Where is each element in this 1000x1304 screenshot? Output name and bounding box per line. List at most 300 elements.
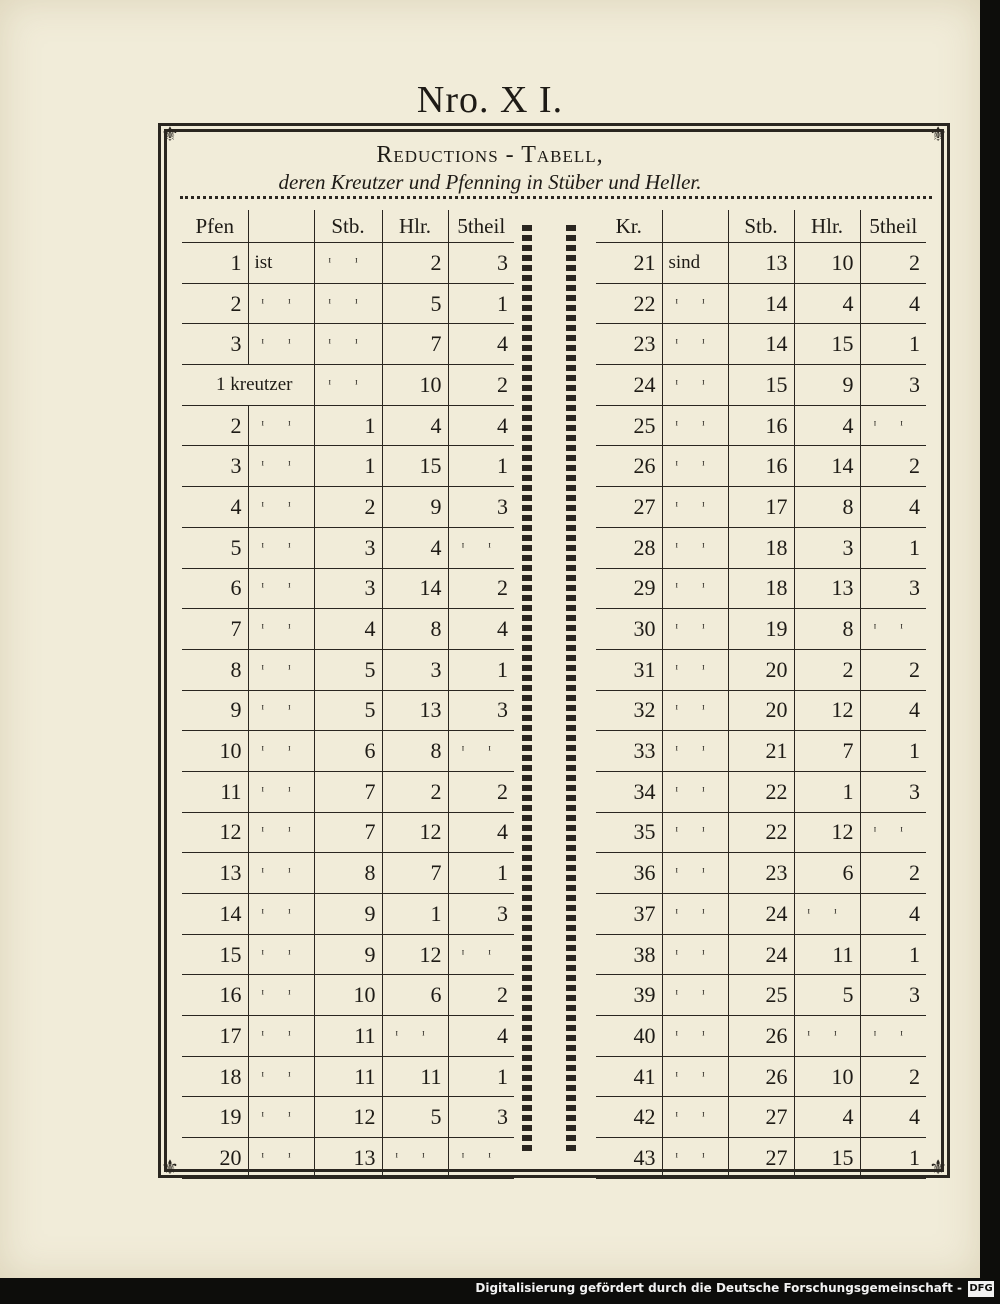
- ditto-mark: ᶦ ᶦ: [662, 853, 728, 894]
- table-cell: 4: [448, 1016, 514, 1057]
- table-cell: 4: [182, 487, 248, 528]
- table-cell: 4: [794, 1097, 860, 1138]
- table-cell: 37: [596, 894, 662, 935]
- table-row: [182, 527, 514, 568]
- table-cell: 11: [794, 934, 860, 975]
- table-cell: 4: [448, 324, 514, 365]
- table-cell: 1: [860, 1138, 926, 1179]
- table-header-row: [596, 210, 926, 243]
- table-cell: 8: [794, 487, 860, 528]
- table-row: [182, 365, 514, 406]
- table-cell: 43: [596, 1138, 662, 1179]
- table-cell: 1 kreutzer: [182, 365, 314, 406]
- table-row: [182, 1056, 514, 1097]
- ditto-mark: ᶦ ᶦ: [248, 527, 314, 568]
- table-cell: 7: [382, 324, 448, 365]
- table-cell: 38: [596, 934, 662, 975]
- table-row: [182, 771, 514, 812]
- table-cell: 7: [182, 609, 248, 650]
- table-row: [596, 1138, 926, 1179]
- table-cell: 2: [860, 853, 926, 894]
- ditto-mark: ᶦ ᶦ: [248, 324, 314, 365]
- table-cell: 24: [596, 365, 662, 406]
- table-cell: 6: [182, 568, 248, 609]
- table-cell: 6: [794, 853, 860, 894]
- table-cell: 3: [448, 894, 514, 935]
- table-cell: 3: [860, 975, 926, 1016]
- table-cell: 8: [794, 609, 860, 650]
- ditto-mark: ᶦ ᶦ: [248, 975, 314, 1016]
- ditto-mark: ᶦ ᶦ: [662, 731, 728, 772]
- table-row: [596, 609, 926, 650]
- table-cell: 2: [182, 283, 248, 324]
- table-cell: 3: [448, 1097, 514, 1138]
- table-cell: 10: [314, 975, 382, 1016]
- table-cell: 4: [448, 405, 514, 446]
- table-cell: 3: [314, 527, 382, 568]
- table-cell: 28: [596, 527, 662, 568]
- table-cell: 13: [182, 853, 248, 894]
- table-cell: 39: [596, 975, 662, 1016]
- table-row: [596, 975, 926, 1016]
- table-cell: 3: [314, 568, 382, 609]
- table-cell: 34: [596, 771, 662, 812]
- table-cell: 26: [728, 1056, 794, 1097]
- table-cell: 20: [728, 690, 794, 731]
- table-cell: ist: [248, 243, 314, 284]
- table-row: [182, 446, 514, 487]
- ditto-mark: ᶦ ᶦ: [248, 649, 314, 690]
- ditto-mark: ᶦ ᶦ: [448, 731, 514, 772]
- table-cell: 2: [182, 405, 248, 446]
- table-row: [182, 243, 514, 284]
- ditto-mark: ᶦ ᶦ: [382, 1016, 448, 1057]
- ditto-mark: ᶦ ᶦ: [314, 243, 382, 284]
- table-cell: 11: [314, 1016, 382, 1057]
- table-cell: 2: [448, 771, 514, 812]
- ditto-mark: ᶦ ᶦ: [662, 894, 728, 935]
- table-cell: 4: [860, 1097, 926, 1138]
- table-cell: 14: [182, 894, 248, 935]
- table-cell: 4: [448, 812, 514, 853]
- table-row: [596, 894, 926, 935]
- table-cell: 8: [182, 649, 248, 690]
- ditto-mark: ᶦ ᶦ: [662, 365, 728, 406]
- table-cell: 13: [728, 243, 794, 284]
- table-cell: 5: [382, 1097, 448, 1138]
- column-header: 5theil: [448, 210, 514, 243]
- ditto-mark: ᶦ ᶦ: [794, 1016, 860, 1057]
- table-cell: 12: [794, 812, 860, 853]
- ornamental-rule: [180, 196, 932, 199]
- ditto-mark: ᶦ ᶦ: [248, 934, 314, 975]
- table-cell: 32: [596, 690, 662, 731]
- table-row: [596, 324, 926, 365]
- table-row: [182, 568, 514, 609]
- table-cell: 1: [382, 894, 448, 935]
- table-cell: 42: [596, 1097, 662, 1138]
- ditto-mark: ᶦ ᶦ: [248, 1056, 314, 1097]
- table-cell: 15: [794, 1138, 860, 1179]
- table-row: [182, 1138, 514, 1179]
- table-cell: 19: [728, 609, 794, 650]
- table-cell: 5: [382, 283, 448, 324]
- table-cell: 5: [314, 690, 382, 731]
- table-cell: 15: [728, 365, 794, 406]
- table-row: [182, 934, 514, 975]
- ornament-bar-right: [566, 225, 576, 1153]
- table-row: [596, 568, 926, 609]
- table-row: [182, 975, 514, 1016]
- table-cell: 6: [382, 975, 448, 1016]
- table-cell: 15: [794, 324, 860, 365]
- table-cell: 8: [314, 853, 382, 894]
- table-row: [182, 731, 514, 772]
- ditto-mark: ᶦ ᶦ: [248, 853, 314, 894]
- table-cell: 12: [314, 1097, 382, 1138]
- table-cell: 6: [314, 731, 382, 772]
- table-cell: 7: [794, 731, 860, 772]
- table-row: [596, 487, 926, 528]
- table-cell: 4: [860, 283, 926, 324]
- ditto-mark: ᶦ ᶦ: [662, 446, 728, 487]
- ditto-mark: ᶦ ᶦ: [248, 283, 314, 324]
- table-cell: 36: [596, 853, 662, 894]
- ditto-mark: ᶦ ᶦ: [314, 283, 382, 324]
- table-cell: 26: [596, 446, 662, 487]
- table-cell: 1: [448, 283, 514, 324]
- table-cell: 15: [182, 934, 248, 975]
- dfg-logo: DFG: [968, 1281, 994, 1297]
- table-cell: 3: [182, 324, 248, 365]
- ditto-mark: ᶦ ᶦ: [248, 812, 314, 853]
- table-row: [596, 446, 926, 487]
- table-row: [182, 609, 514, 650]
- table-cell: 3: [860, 771, 926, 812]
- table-cell: 2: [794, 649, 860, 690]
- ditto-mark: ᶦ ᶦ: [314, 365, 382, 406]
- table-cell: 27: [596, 487, 662, 528]
- table-cell: 3: [860, 365, 926, 406]
- table-cell: 22: [728, 812, 794, 853]
- table-row: [596, 365, 926, 406]
- table-cell: 4: [382, 527, 448, 568]
- ditto-mark: ᶦ ᶦ: [662, 1138, 728, 1179]
- table-cell: 22: [596, 283, 662, 324]
- table-row: [596, 405, 926, 446]
- ditto-mark: ᶦ ᶦ: [248, 609, 314, 650]
- corner-ornament-icon: ⚜: [929, 122, 947, 146]
- table-cell: 2: [448, 975, 514, 1016]
- ornament-bar-left: [522, 225, 532, 1153]
- table-cell: 40: [596, 1016, 662, 1057]
- table-cell: 13: [794, 568, 860, 609]
- column-header: [248, 210, 314, 243]
- table-row: [596, 1056, 926, 1097]
- table-cell: 14: [794, 446, 860, 487]
- table-cell: 13: [382, 690, 448, 731]
- table-row: [596, 283, 926, 324]
- table-cell: 3: [860, 568, 926, 609]
- ditto-mark: ᶦ ᶦ: [248, 731, 314, 772]
- corner-ornament-icon: ⚜: [161, 1155, 179, 1179]
- column-header: Hlr.: [794, 210, 860, 243]
- table-cell: 1: [182, 243, 248, 284]
- column-header: 5theil: [860, 210, 926, 243]
- table-cell: 20: [182, 1138, 248, 1179]
- column-header: Hlr.: [382, 210, 448, 243]
- ditto-mark: ᶦ ᶦ: [662, 649, 728, 690]
- table-cell: 3: [182, 446, 248, 487]
- ditto-mark: ᶦ ᶦ: [248, 1016, 314, 1057]
- table-cell: 12: [382, 812, 448, 853]
- ditto-mark: ᶦ ᶦ: [860, 1016, 926, 1057]
- ditto-mark: ᶦ ᶦ: [248, 446, 314, 487]
- table-row: [596, 1097, 926, 1138]
- table-cell: 10: [382, 365, 448, 406]
- page-number-heading: Nro. X I.: [416, 79, 564, 121]
- table-cell: 20: [728, 649, 794, 690]
- table-cell: 41: [596, 1056, 662, 1097]
- table-cell: 11: [314, 1056, 382, 1097]
- table-cell: 4: [860, 487, 926, 528]
- right-reduction-table: [596, 210, 926, 1179]
- ditto-mark: ᶦ ᶦ: [382, 1138, 448, 1179]
- ditto-mark: ᶦ ᶦ: [248, 1097, 314, 1138]
- ditto-mark: ᶦ ᶦ: [860, 405, 926, 446]
- ditto-mark: ᶦ ᶦ: [248, 894, 314, 935]
- table-cell: 7: [314, 812, 382, 853]
- table-cell: 2: [860, 243, 926, 284]
- table-cell: sind: [662, 243, 728, 284]
- table-cell: 33: [596, 731, 662, 772]
- ditto-mark: ᶦ ᶦ: [248, 568, 314, 609]
- table-cell: 30: [596, 609, 662, 650]
- table-cell: 4: [794, 283, 860, 324]
- table-cell: 4: [448, 609, 514, 650]
- table-cell: 8: [382, 609, 448, 650]
- corner-ornament-icon: ⚜: [929, 1155, 947, 1179]
- table-cell: 2: [860, 446, 926, 487]
- table-cell: 3: [382, 649, 448, 690]
- table-row: [182, 690, 514, 731]
- table-cell: 14: [382, 568, 448, 609]
- ditto-mark: ᶦ ᶦ: [662, 324, 728, 365]
- table-cell: 23: [596, 324, 662, 365]
- table-cell: 14: [728, 283, 794, 324]
- ditto-mark: ᶦ ᶦ: [794, 894, 860, 935]
- table-cell: 5: [794, 975, 860, 1016]
- left-reduction-table: [182, 210, 514, 1179]
- table-row: [182, 405, 514, 446]
- table-cell: 27: [728, 1138, 794, 1179]
- ditto-mark: ᶦ ᶦ: [448, 527, 514, 568]
- table-cell: 1: [860, 527, 926, 568]
- table-row: [182, 649, 514, 690]
- table-cell: 2: [860, 1056, 926, 1097]
- ditto-mark: ᶦ ᶦ: [662, 1056, 728, 1097]
- ditto-mark: ᶦ ᶦ: [662, 690, 728, 731]
- table-row: [182, 487, 514, 528]
- table-cell: 4: [314, 609, 382, 650]
- ditto-mark: ᶦ ᶦ: [662, 487, 728, 528]
- table-row: [182, 1097, 514, 1138]
- table-cell: 23: [728, 853, 794, 894]
- table-cell: 9: [382, 487, 448, 528]
- table-row: [596, 853, 926, 894]
- table-row: [596, 731, 926, 772]
- table-cell: 24: [728, 894, 794, 935]
- table-cell: 15: [382, 446, 448, 487]
- ditto-mark: ᶦ ᶦ: [662, 1097, 728, 1138]
- table-cell: 3: [448, 243, 514, 284]
- table-row: [596, 934, 926, 975]
- table-cell: 2: [860, 649, 926, 690]
- table-cell: 3: [448, 487, 514, 528]
- ditto-mark: ᶦ ᶦ: [248, 487, 314, 528]
- ditto-mark: ᶦ ᶦ: [662, 568, 728, 609]
- ditto-mark: ᶦ ᶦ: [248, 405, 314, 446]
- table-cell: 1: [860, 934, 926, 975]
- table-cell: 17: [728, 487, 794, 528]
- table-cell: 1: [314, 446, 382, 487]
- ditto-mark: ᶦ ᶦ: [860, 609, 926, 650]
- ditto-mark: ᶦ ᶦ: [662, 405, 728, 446]
- column-header: Kr.: [596, 210, 662, 243]
- table-cell: 1: [448, 446, 514, 487]
- table-row: [182, 853, 514, 894]
- table-cell: 1: [860, 731, 926, 772]
- column-header: Stb.: [728, 210, 794, 243]
- table-cell: 18: [182, 1056, 248, 1097]
- table-cell: 9: [182, 690, 248, 731]
- table-cell: 12: [182, 812, 248, 853]
- corner-ornament-icon: ⚜: [161, 122, 179, 146]
- table-cell: 1: [448, 853, 514, 894]
- ditto-mark: ᶦ ᶦ: [662, 934, 728, 975]
- table-cell: 12: [382, 934, 448, 975]
- table-cell: 22: [728, 771, 794, 812]
- table-cell: 2: [314, 487, 382, 528]
- table-cell: 25: [596, 405, 662, 446]
- table-cell: 35: [596, 812, 662, 853]
- ditto-mark: ᶦ ᶦ: [248, 690, 314, 731]
- table-cell: 18: [728, 568, 794, 609]
- ditto-mark: ᶦ ᶦ: [448, 1138, 514, 1179]
- column-header: Pfen: [182, 210, 248, 243]
- table-cell: 4: [382, 405, 448, 446]
- column-header: Stb.: [314, 210, 382, 243]
- table-cell: 16: [728, 446, 794, 487]
- table-cell: 17: [182, 1016, 248, 1057]
- ditto-mark: ᶦ ᶦ: [248, 1138, 314, 1179]
- center-ornament-divider: [518, 225, 580, 1153]
- table-cell: 16: [728, 405, 794, 446]
- table-cell: 5: [314, 649, 382, 690]
- table-cell: 9: [794, 365, 860, 406]
- ditto-mark: ᶦ ᶦ: [860, 812, 926, 853]
- table-cell: 24: [728, 934, 794, 975]
- ditto-mark: ᶦ ᶦ: [662, 812, 728, 853]
- table-cell: 3: [448, 690, 514, 731]
- table-cell: 9: [314, 894, 382, 935]
- table-cell: 19: [182, 1097, 248, 1138]
- table-cell: 3: [794, 527, 860, 568]
- table-cell: 4: [860, 690, 926, 731]
- table-cell: 16: [182, 975, 248, 1016]
- table-cell: 12: [794, 690, 860, 731]
- table-cell: 7: [382, 853, 448, 894]
- table-row: [596, 1016, 926, 1057]
- table-row: [182, 324, 514, 365]
- table-cell: 1: [448, 649, 514, 690]
- table-row: [596, 243, 926, 284]
- ditto-mark: ᶦ ᶦ: [662, 1016, 728, 1057]
- ditto-mark: ᶦ ᶦ: [448, 934, 514, 975]
- ditto-mark: ᶦ ᶦ: [662, 975, 728, 1016]
- table-cell: 11: [182, 771, 248, 812]
- ditto-mark: ᶦ ᶦ: [314, 324, 382, 365]
- table-cell: 27: [728, 1097, 794, 1138]
- table-row: [596, 649, 926, 690]
- table-row: [182, 1016, 514, 1057]
- table-cell: 14: [728, 324, 794, 365]
- column-header: [662, 210, 728, 243]
- table-cell: 26: [728, 1016, 794, 1057]
- table-cell: 18: [728, 527, 794, 568]
- table-cell: 5: [182, 527, 248, 568]
- table-cell: 4: [860, 894, 926, 935]
- table-cell: 13: [314, 1138, 382, 1179]
- table-cell: 1: [314, 405, 382, 446]
- table-cell: 21: [728, 731, 794, 772]
- table-row: [182, 894, 514, 935]
- ditto-mark: ᶦ ᶦ: [662, 283, 728, 324]
- table-cell: 2: [382, 243, 448, 284]
- table-cell: 11: [382, 1056, 448, 1097]
- table-cell: 29: [596, 568, 662, 609]
- table-cell: 4: [794, 405, 860, 446]
- table-cell: 10: [794, 1056, 860, 1097]
- table-cell: 21: [596, 243, 662, 284]
- table-cell: 25: [728, 975, 794, 1016]
- table-cell: 1: [448, 1056, 514, 1097]
- ditto-mark: ᶦ ᶦ: [662, 527, 728, 568]
- table-cell: 7: [314, 771, 382, 812]
- table-cell: 8: [382, 731, 448, 772]
- ditto-mark: ᶦ ᶦ: [662, 771, 728, 812]
- ditto-mark: ᶦ ᶦ: [662, 609, 728, 650]
- table-cell: 31: [596, 649, 662, 690]
- table-row: [596, 527, 926, 568]
- table-cell: 10: [182, 731, 248, 772]
- ditto-mark: ᶦ ᶦ: [248, 771, 314, 812]
- table-row: [596, 690, 926, 731]
- table-subtitle: deren Kreutzer und Pfenning in Stüber und Heller.: [278, 170, 702, 194]
- table-cell: 2: [382, 771, 448, 812]
- table-row: [596, 771, 926, 812]
- digitization-credit: Digitalisierung gefördert durch die Deutsche Forschungsgemeinschaft -: [475, 1281, 962, 1295]
- table-header-row: [182, 210, 514, 243]
- table-cell: 1: [860, 324, 926, 365]
- table-row: [596, 812, 926, 853]
- table-cell: 2: [448, 365, 514, 406]
- table-row: [182, 283, 514, 324]
- table-title: Reductions - Tabell,: [376, 142, 604, 168]
- table-cell: 10: [794, 243, 860, 284]
- table-row: [182, 812, 514, 853]
- table-cell: 2: [448, 568, 514, 609]
